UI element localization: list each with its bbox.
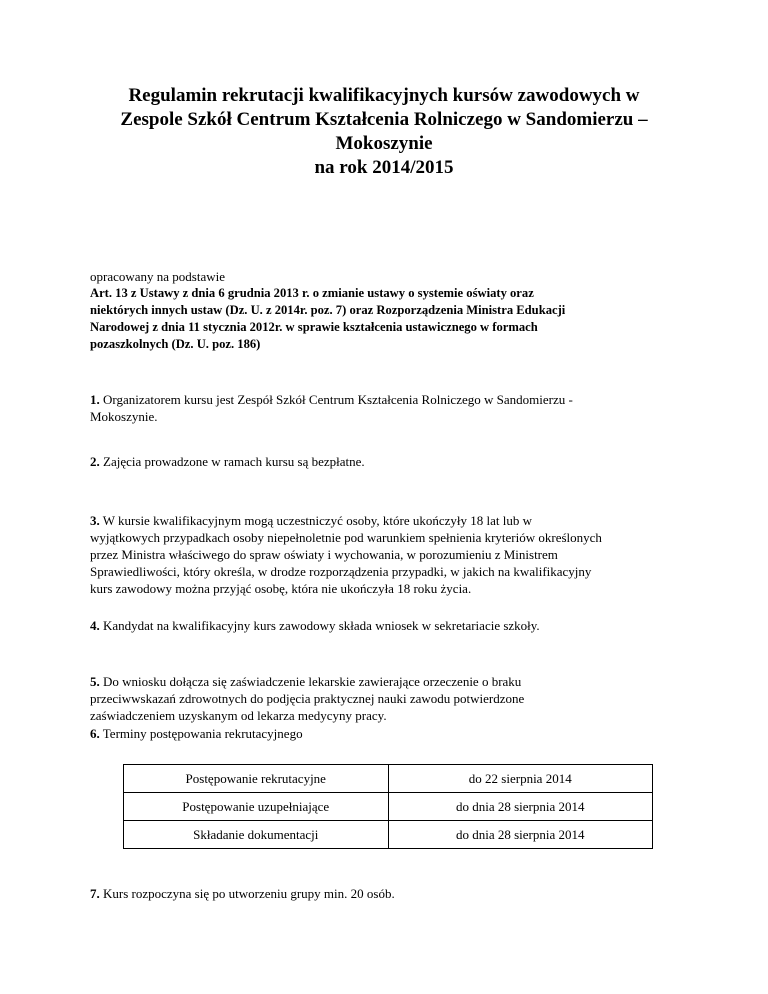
legal-basis bbox=[90, 285, 690, 353]
rule-text: przeciwwskazań zdrowotnych do podjęcia praktycznej nauki zawodu potwierdzone bbox=[90, 691, 525, 706]
title-line: Regulamin rekrutacji kwalifikacyjnych kursów zawodowych w bbox=[128, 85, 640, 106]
rule-text: Kurs rozpoczyna się po utworzeniu grupy min. 20 osób. bbox=[103, 886, 395, 901]
legal-basis-line: Art. 13 z Ustawy z dnia 6 grudnia 2013 r. o zmianie ustawy o systemie oświaty oraz bbox=[90, 286, 534, 300]
schedule-date: do dnia 28 sierpnia 2014 bbox=[388, 793, 653, 821]
rule-number: 4. bbox=[90, 618, 100, 633]
table-row bbox=[124, 793, 653, 821]
schedule-date: do 22 sierpnia 2014 bbox=[388, 765, 653, 793]
rule-item-6 bbox=[90, 725, 690, 742]
schedule-stage: Postępowanie rekrutacyjne bbox=[124, 765, 389, 793]
rule-text: W kursie kwalifikacyjnym mogą uczestniczyć osoby, które ukończyły 18 lat lub w bbox=[102, 513, 533, 528]
rule-item-2 bbox=[90, 453, 690, 470]
rule-item-5 bbox=[90, 673, 690, 724]
rule-text: przez Ministra właściwego do spraw oświaty i wychowania, w porozumieniu z Ministrem bbox=[90, 547, 558, 562]
schedule-table bbox=[123, 764, 653, 849]
legal-basis-line: Narodowej z dnia 11 stycznia 2012r. w sprawie kształcenia ustawicznego w formach bbox=[90, 320, 538, 334]
rule-item-3 bbox=[90, 512, 690, 597]
rule-text: Do wniosku dołącza się zaświadczenie lekarskie zawierające orzeczenie o braku bbox=[103, 674, 522, 689]
rule-number: 6. bbox=[90, 726, 100, 741]
title-line: na rok 2014/2015 bbox=[314, 157, 454, 178]
rule-text: Terminy postępowania rekrutacyjnego bbox=[102, 726, 303, 741]
rule-number: 3. bbox=[90, 513, 100, 528]
title-line: Zespole Szkół Centrum Kształcenia Rolniczego w Sandomierzu – bbox=[120, 109, 648, 130]
rule-text: kurs zawodowy można przyjąć osobę, która nie ukończyła 18 roku życia. bbox=[90, 581, 472, 596]
rule-text: Kandydat na kwalifikacyjny kurs zawodowy składa wniosek w sekretariacie szkoły. bbox=[103, 618, 540, 633]
rule-number: 2. bbox=[90, 454, 100, 469]
rule-item-1 bbox=[90, 391, 690, 425]
schedule-date: do dnia 28 sierpnia 2014 bbox=[388, 821, 653, 849]
rule-text: zaświadczeniem uzyskanym od lekarza medycyny pracy. bbox=[90, 708, 387, 723]
legal-basis-line: niektórych innych ustaw (Dz. U. z 2014r. poz. 7) oraz Rozporządzenia Ministra Edukacji bbox=[90, 303, 566, 317]
table-row bbox=[124, 821, 653, 849]
title-line: Mokoszynie bbox=[335, 133, 433, 154]
rule-text: Zajęcia prowadzone w ramach kursu są bezpłatne. bbox=[103, 454, 365, 469]
rule-text: Mokoszynie. bbox=[90, 409, 158, 424]
table-row bbox=[124, 765, 653, 793]
schedule-stage: Składanie dokumentacji bbox=[124, 821, 389, 849]
rule-text: Sprawiedliwości, który określa, w drodze rozporządzenia przypadki, w jakich na kwalifikacyjny bbox=[90, 564, 592, 579]
basis-intro: opracowany na podstawie bbox=[90, 269, 226, 284]
rule-number: 5. bbox=[90, 674, 100, 689]
rule-number: 1. bbox=[90, 392, 100, 407]
document-title bbox=[60, 84, 708, 180]
rule-item-7 bbox=[90, 885, 690, 902]
rule-number: 7. bbox=[90, 886, 100, 901]
rule-text: Organizatorem kursu jest Zespół Szkół Centrum Kształcenia Rolniczego w Sandomierzu - bbox=[103, 392, 573, 407]
rule-item-4 bbox=[90, 617, 690, 634]
legal-basis-line: pozaszkolnych (Dz. U. poz. 186) bbox=[90, 337, 261, 351]
schedule-stage: Postępowanie uzupełniające bbox=[124, 793, 389, 821]
rule-text: wyjątkowych przypadkach osoby niepełnoletnie pod warunkiem spełnienia kryteriów określonych bbox=[90, 530, 602, 545]
